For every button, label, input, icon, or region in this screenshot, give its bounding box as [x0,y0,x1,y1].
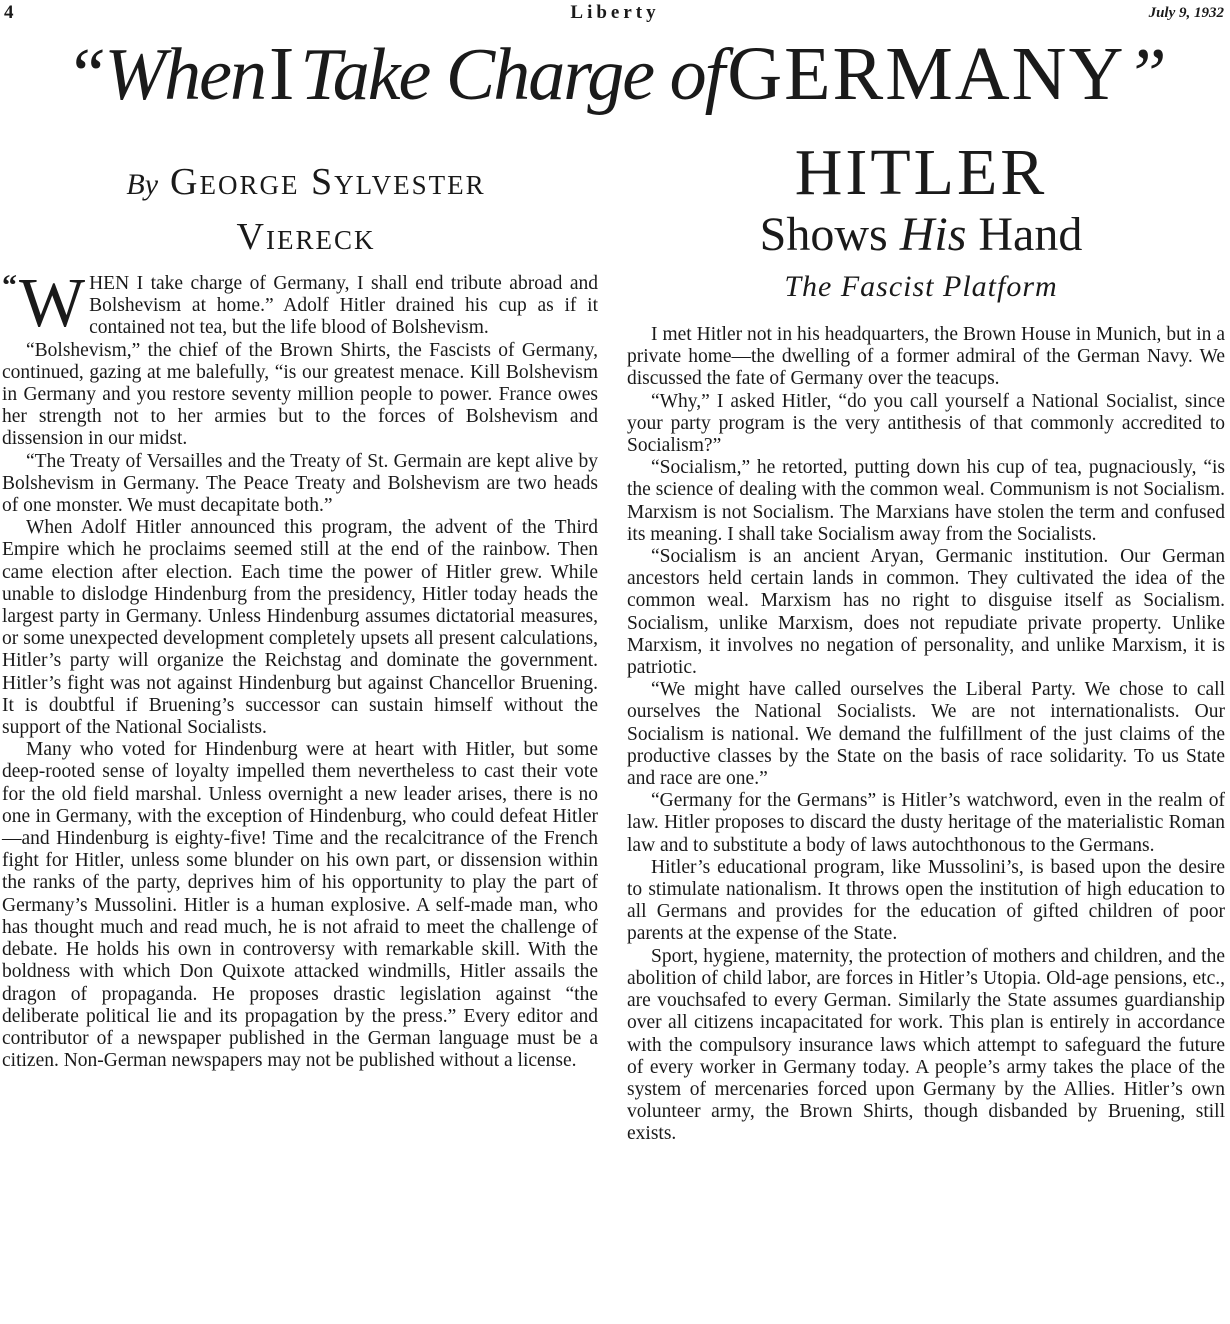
headline-word-when: When [104,34,266,116]
page-number: 4 [4,2,14,23]
page-header [0,0,1230,30]
subtitle-his: His [899,208,967,261]
byline-author-first: George Sylvester [170,161,486,203]
subtitle-shows: Shows [759,208,888,261]
headline-germany: GERMANY [727,32,1126,116]
issue-date: July 9, 1932 [1148,5,1224,21]
magazine-name: Liberty [570,2,660,23]
subtitle-hand: Hand [978,208,1083,261]
right-column [627,324,1225,1146]
byline [0,156,612,263]
drop-cap: W [19,265,86,342]
paragraph: “Why,” I asked Hitler, “do you call yourself a National Socialist, since your party program is the very antithesis of that commonly accredited to Socialism?” [627,390,1225,457]
paragraph: When Adolf Hitler announced this program, the advent of the Third Empire which he proclaims seemed still at the end of the rainbow. Then came election after election. Each time the power of Hitler grew. While unable to dislodge Hindenburg from the presidency, Hitler today heads the largest party in Germany. Unless Hindenburg assumes dictatorial measures, or some unexpected development completely upsets all present calculations, Hitler’s party will organize the Reichstag and dominate the government. Hitler’s fight was not against Hindenburg but against Chancellor Bruening. It is doubtful if Bruening’s successor can sustain himself without the support of the National Socialists. [2,517,598,739]
paragraph: “We might have called ourselves the Liberal Party. We chose to call ourselves the National Socialists. We are not internationalists. Our Socialism is national. We demand the fulfillment of the just claims of the productive classes by the State on the basis of race solidarity. To us State and race are one.” [627,679,1225,790]
headline-close-quote: ” [1125,34,1165,116]
paragraph [2,265,598,342]
article-title [612,138,1230,304]
headline-take-charge: Take Charge of [300,34,724,116]
paragraph: Sport, hygiene, maternity, the protection of mothers and children, and the abolition of child labor, are forces in Hitler’s Utopia. Old-age pensions, etc., are vouchsafed to every German. Similarly the State assumes guardianship over all citizens incapacitated for work. This plan is entirely in accordance with the compulsory insurance laws which attempt to safeguard the future of every worker in Germany today. A people’s army takes the place of the system of mercenaries forced upon Germany by the Allies. Hitler’s own volunteer army, the Brown Shirts, though disbanded by Bruening, still exists. [627,945,1225,1145]
paragraph: “Germany for the Germans” is Hitler’s watchword, even in the realm of law. Hitler proposes to discard the dusty heritage of the materialistic Roman law and to substitute a body of laws autochthonous to the Germans. [627,790,1225,856]
paragraph: “Bolshevism,” the chief of the Brown Shirts, the Fascists of Germany, continued, gazing at me balefully, “is our greatest menace. Kill Bolshevism in Germany and you restore seventy million people to power. France owes her strength not to her armies but to the forces of Bolshevism and dissension in our midst. [2,339,598,450]
paragraph: “Socialism is an ancient Aryan, Germanic institution. Our German ancestors held certain lands in common. They cultivated the idea of the common weal. Marxism has no right to disguise itself as Socialism. Socialism, unlike Marxism, does not repudiate private property. Unlike Marxism, it involves no negation of personality, and unlike Marxism, it is patriotic. [627,546,1225,679]
headline-open-quote: “ [65,34,105,116]
title-main: HITLER [794,136,1048,209]
headline-word-i: I [269,32,297,116]
headline [0,32,1230,116]
paragraph: Hitler’s educational program, like Mussolini’s, is based upon the desire to stimulate nationalism. It throws open the institution of high education to all Germans and provides for the education of gifted children of poor parents at the expense of the State. [627,856,1225,945]
paragraph: I met Hitler not in his headquarters, the Brown House in Munich, but in a private home—the dwelling of a former admiral of the German Navy. We discussed the fate of Germany over the teacups. [627,324,1225,390]
title-kicker: The Fascist Platform [784,270,1058,303]
opening-quote: “ [2,269,17,302]
title-subtitle [612,208,1230,262]
left-column [2,265,598,1072]
paragraph: “The Treaty of Versailles and the Treaty of St. Germain are kept alive by Bolshevism in Germany. The Peace Treaty and Bolshevism are two heads of one monster. We must decapitate both.” [2,450,598,517]
byline-by: By [126,168,159,201]
paragraph: Many who voted for Hindenburg were at heart with Hitler, but some deep-rooted sense of loyalty impelled them nevertheless to cast their vote for the old field marshal. Unless overnight a new leader arises, there is no one in Germany, with the exception of Hindenburg, who could defeat Hitler—and Hindenburg is eighty-five! Time and the recalcitrance of the French fight for Hitler, unless some blunder on his own part, or dissension within the ranks of the party, deprives him of his opportunity to play the part of Germany’s Mussolini. Hitler is a human explosive. A self-made man, who has thought much and read much, he is not afraid to meet the challenge of debate. He holds his own in controversy with remarkable skill. With the boldness with which Don Quixote attacked windmills, Hitler assails the dragon of propaganda. He proposes drastic legislation against “the deliberate political lie and its propagation by the press.” Every editor and contributor of a newspaper published in the German language must be a citizen. Non-German newspapers may not be published without a license. [2,739,598,1072]
paragraph-text: HEN I take charge of Germany, I shall end tribute abroad and Bolshevism at home.” Adolf Hitler drained his cup as if it contained not tea, but the life blood of Bolshevism. [89,273,598,339]
byline-author-last: Viereck [236,216,376,258]
paragraph: “Socialism,” he retorted, putting down his cup of tea, pugnaciously, “is the science of dealing with the common weal. Communism is not Socialism. Marxism is not Socialism. The Marxians have stolen the term and confused its meaning. I shall take Socialism away from the Socialists. [627,457,1225,545]
